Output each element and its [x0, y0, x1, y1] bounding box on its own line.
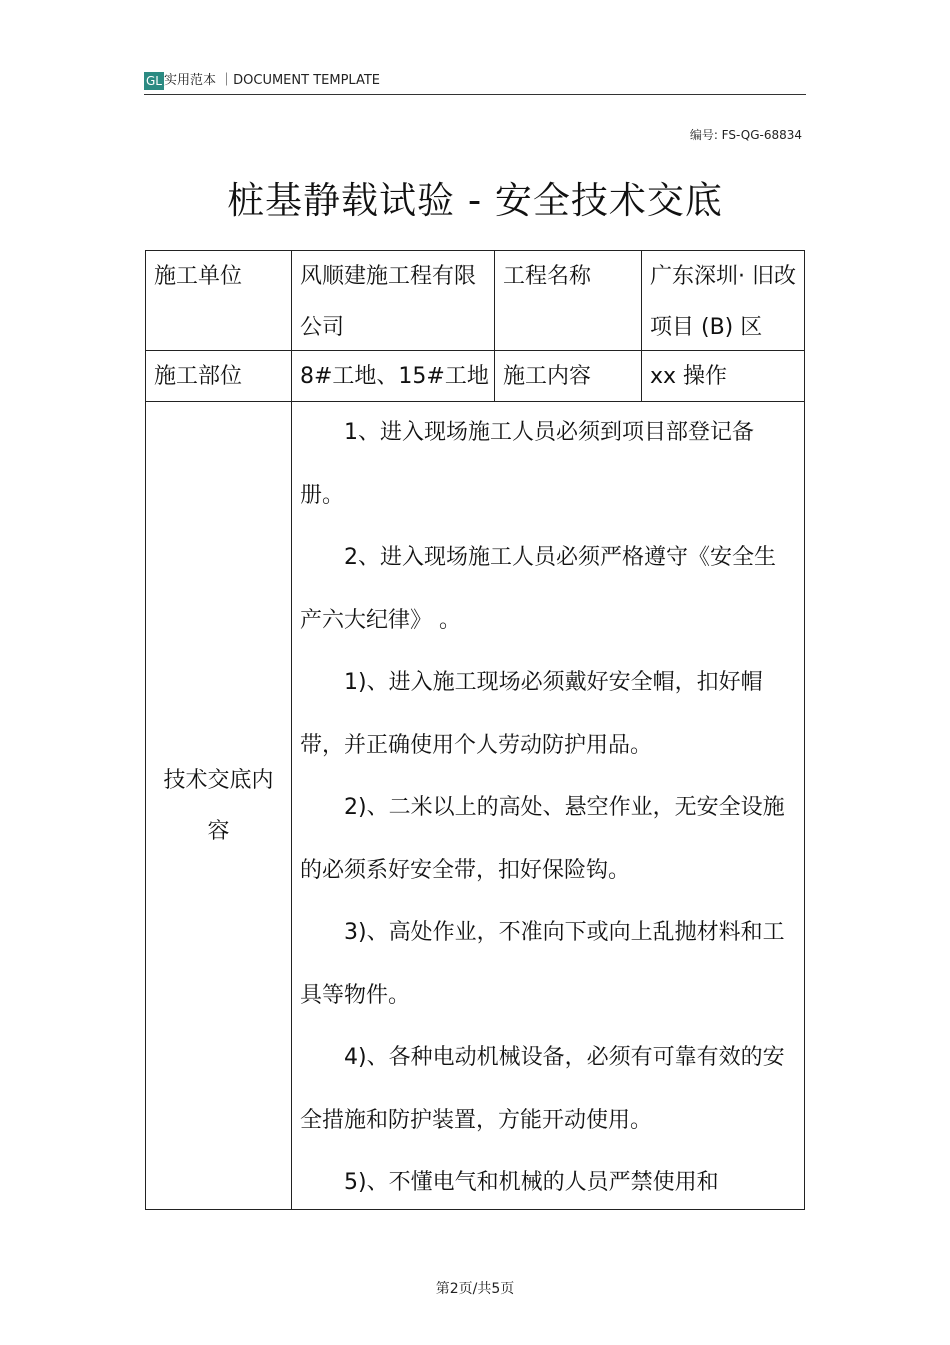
safety-briefing-table — [145, 250, 805, 1210]
label-construction-unit: 施工单位 — [145, 250, 292, 351]
briefing-paragraph: 3)、高处作业，不准向下或向上乱抛材料和工具等物件。 — [300, 920, 785, 1008]
value-project-name: 广东深圳· 旧改项目 (B) 区 — [641, 250, 805, 351]
label-construction-content: 施工内容 — [494, 350, 642, 402]
page-footer: 第2页/共5页 — [435, 1281, 515, 1297]
briefing-paragraph: 2、进入现场施工人员必须严格遵守《安全生产六大纪律》 。 — [300, 545, 776, 633]
page-title: 桩基静载试验 - 安全技术交底 — [227, 179, 723, 222]
label-construction-location: 施工部位 — [145, 350, 292, 402]
label-technical-briefing — [145, 401, 292, 1210]
briefing-paragraph: 2)、二米以上的高处、悬空作业，无安全设施的必须系好安全带，扣好保险钩。 — [300, 795, 785, 883]
header-title: 实用范本 ｜DOCUMENT TEMPLATE — [164, 73, 380, 88]
value-construction-location: 8#工地、15#工地 — [291, 350, 495, 402]
logo: GL — [146, 74, 162, 88]
briefing-paragraph: 1)、进入施工现场必须戴好安全帽，扣好帽带，并正确使用个人劳动防护用品。 — [300, 670, 763, 758]
label-technical-briefing-text: 技术交底内容 — [163, 767, 274, 844]
label-project-name: 工程名称 — [494, 250, 642, 351]
value-construction-unit: 风顺建施工程有限公司 — [291, 250, 495, 351]
document-number: 编号: FS-QG-68834 — [689, 128, 802, 142]
briefing-paragraph: 5)、不懂电气和机械的人员严禁使用和 — [344, 1170, 719, 1195]
document-header — [144, 70, 806, 95]
value-construction-content: xx 操作 — [641, 350, 805, 402]
briefing-paragraph: 4)、各种电动机械设备，必须有可靠有效的安全措施和防护装置，方能开动使用。 — [300, 1045, 785, 1133]
technical-briefing-content — [291, 401, 805, 1210]
briefing-paragraph: 1、进入现场施工人员必须到项目部登记备册。 — [300, 420, 754, 508]
